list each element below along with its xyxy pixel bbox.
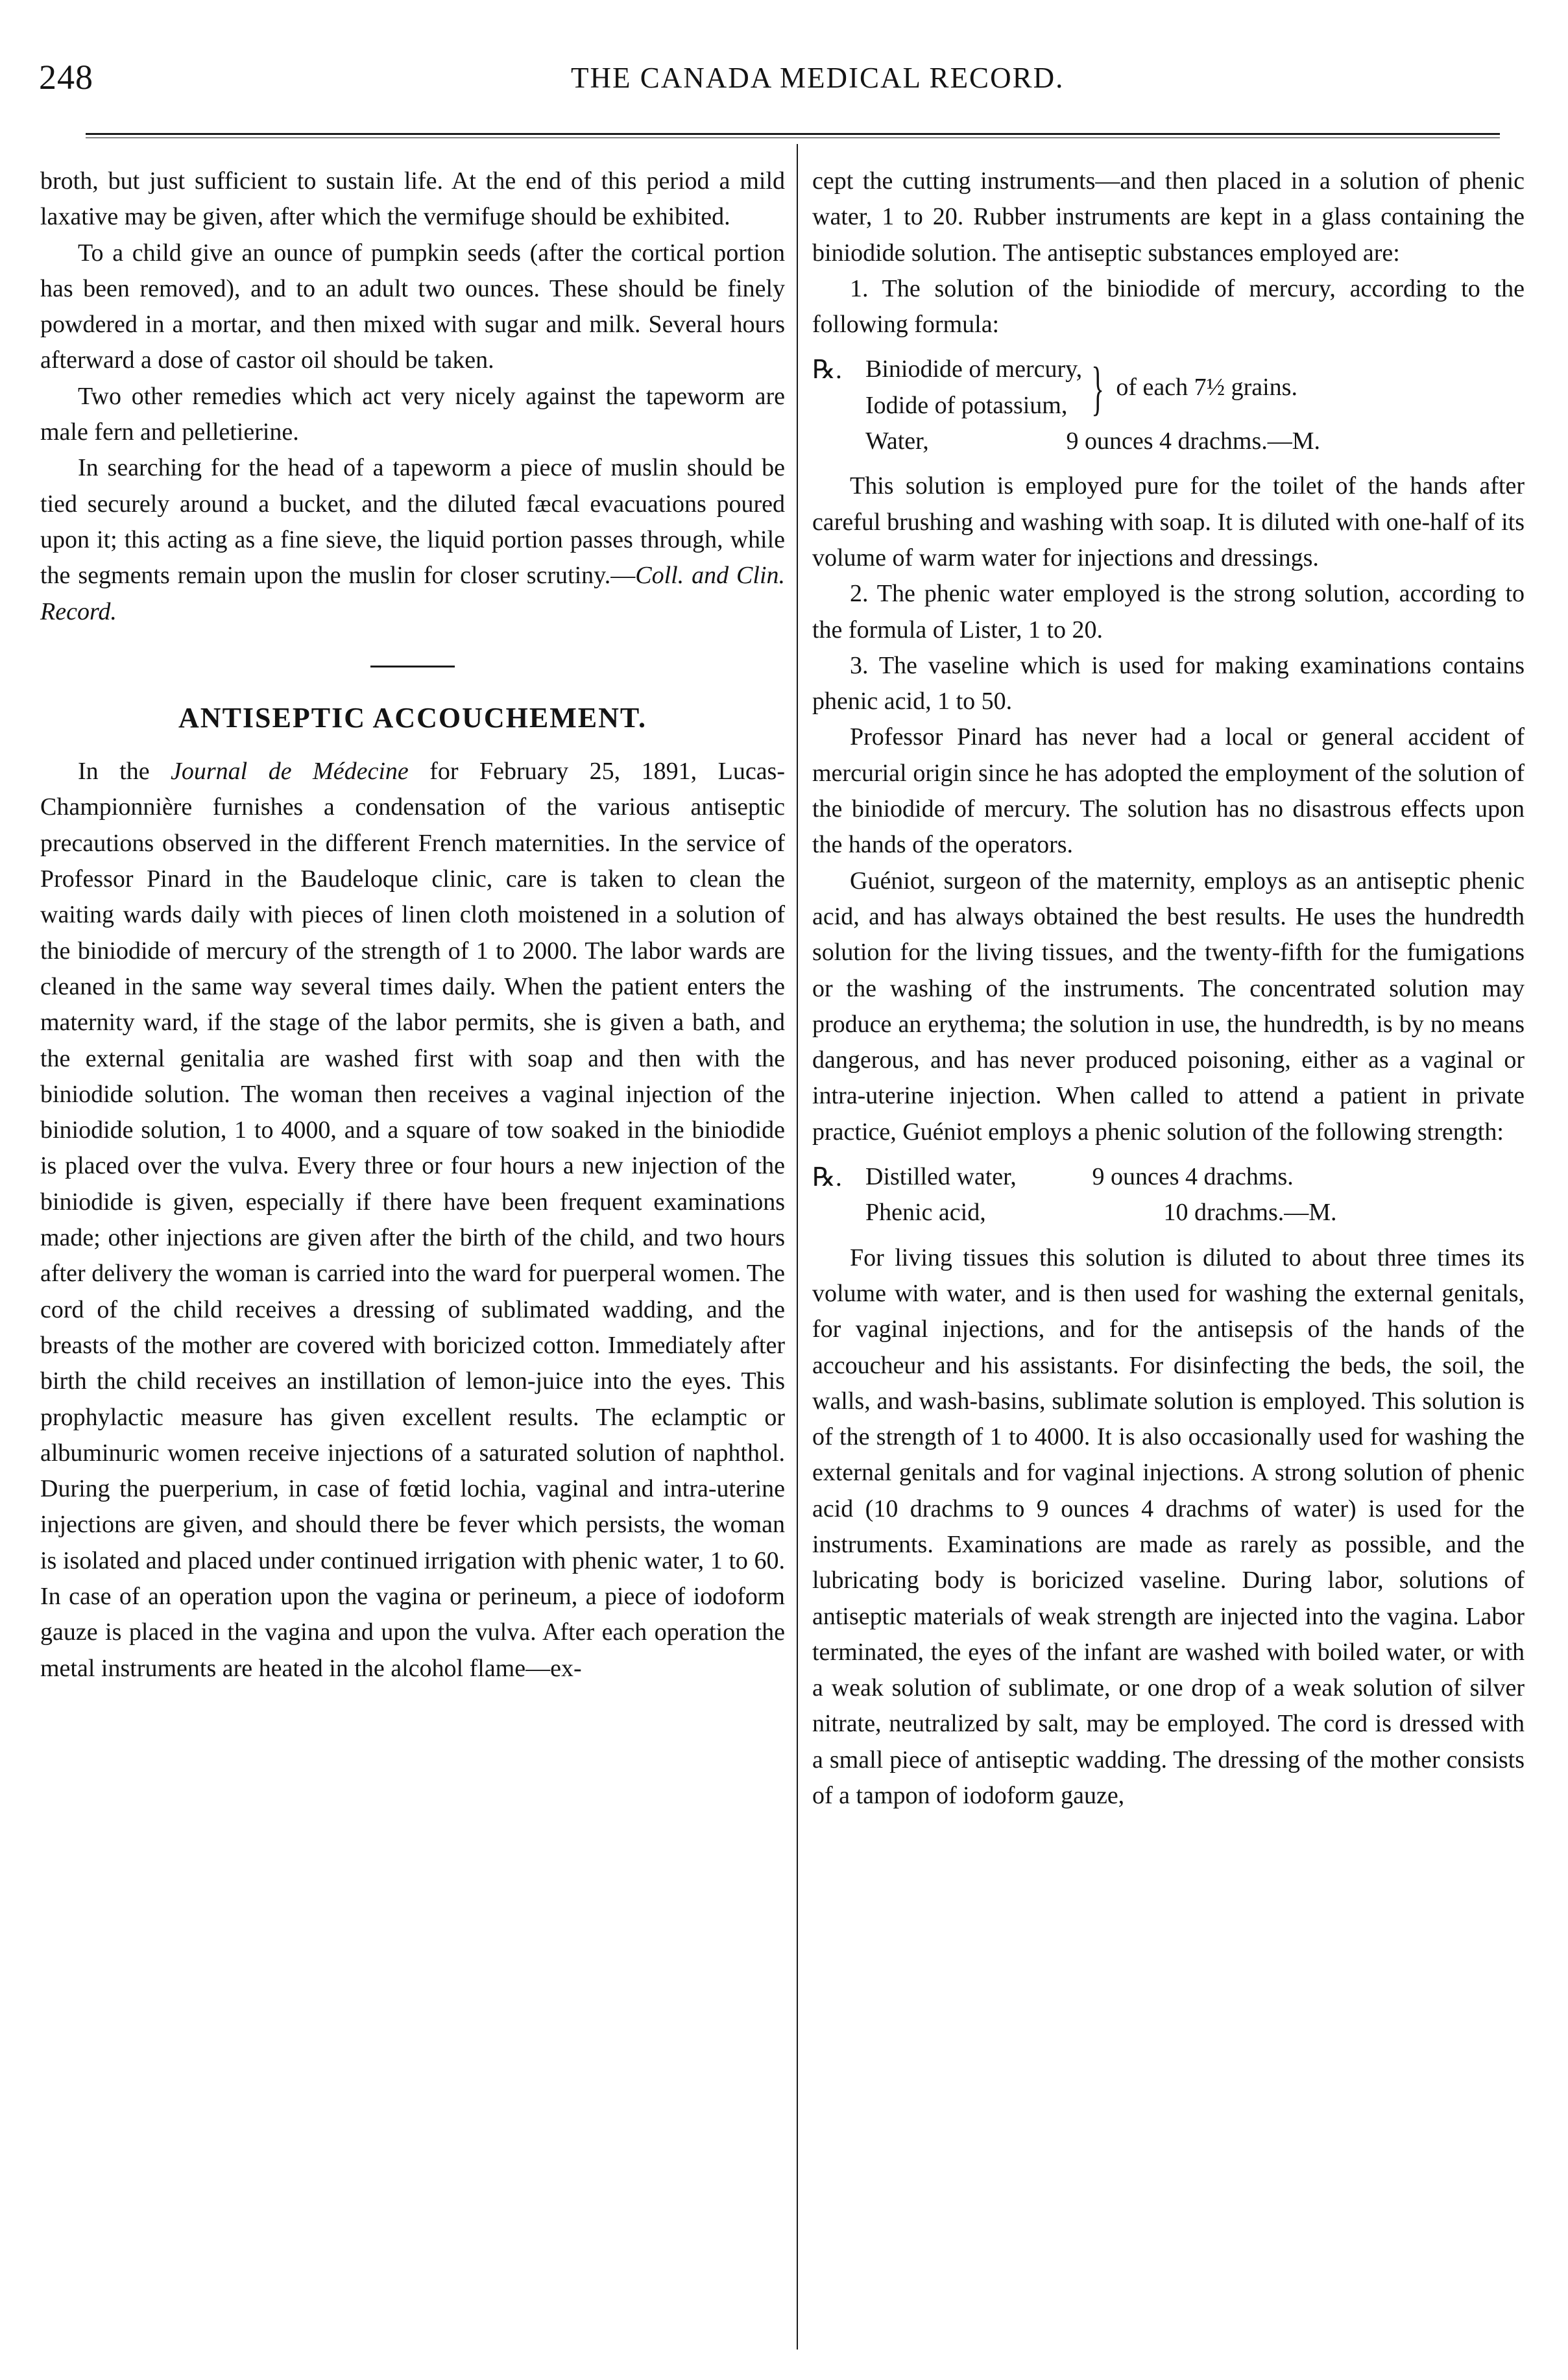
paragraph: This solution is employed pure for the toilet of the hands after careful brushing and washing with soap. It is diluted with one-half of its volume of warm water for injections and dressings.	[812, 472, 1525, 571]
prescription-formula	[812, 1159, 1525, 1231]
quantity: 9 ounces 4 drachms.	[1092, 1163, 1294, 1191]
paragraph: broth, but just sufficient to sustain life. At the end of this period a mild laxative may be given, after which the vermifuge should be exhibited.	[40, 167, 785, 231]
column-divider	[797, 144, 798, 2350]
paragraph	[40, 450, 785, 629]
prescription-items	[865, 1159, 1525, 1231]
recipe-symbol: ℞.	[812, 355, 842, 385]
prescription-grouped-items	[865, 352, 1525, 424]
prescription-formula	[812, 352, 1525, 459]
ingredient: Biniodide of mercury,	[865, 355, 1083, 383]
paragraph: To a child give an ounce of pumpkin seeds (after the cortical portion has been removed), and to an adult two ounces. These should be finely powdered in a mortar, and then mixed with sugar and milk. Several hours afterward a dose of castor oil should be taken.	[40, 239, 785, 374]
page-header	[39, 57, 1512, 102]
ingredient: Iodide of potassium,	[865, 391, 1068, 419]
paragraph-text: In searching for the head of a tapeworm a piece of muslin should be tied securely around a bucket, and the diluted fæcal evacuations poured upon it; this acting as a fine sieve, the liquid portion passes through, while the segments remain upon the muslin for closer scrutiny.—	[40, 454, 785, 590]
paragraph: Guéniot, surgeon of the maternity, employs as an antiseptic phenic acid, and has always obtained the best results. He uses the hundredth solution for the living tissues, and the twenty-fifth for the fumigations or the washing of the instruments. The concentrated solution may produce an erythema; the solution in use, the hundredth, is by no means dangerous, and has never produced poisoning, either as a vaginal or intra-uterine injection. When called to attend a patient in private practice, Guéniot employs a phenic solution of the following strength:	[812, 867, 1525, 1146]
paragraph: cept the cutting instruments—and then placed in a solution of phenic water, 1 to 20. Rubber instruments are kept in a glass containing the biniodide solution. The antiseptic substances employed are:	[812, 167, 1525, 267]
quantity: 10 drachms.—M.	[1163, 1199, 1337, 1227]
quantity: of each 7½ grains.	[1116, 374, 1297, 402]
ingredient: Phenic acid,	[865, 1199, 986, 1227]
paragraph	[40, 754, 785, 1687]
paragraph: Professor Pinard has never had a local or general accident of mercurial origin since he has adopted the employment of the solution of the biniodide of mercury. The solution has no disastrous effects upon the hands of the operators.	[812, 723, 1525, 859]
article-title: ANTISEPTIC ACCOUCHEMENT.	[178, 701, 647, 734]
left-column	[40, 163, 785, 1687]
section-divider	[370, 666, 455, 667]
citation: Coll. and Clin. Record.	[40, 562, 786, 625]
brace-glyph: }	[1091, 354, 1105, 421]
ingredient: Water,	[865, 427, 929, 455]
paragraph-text: for February 25, 1891, Lucas-Championnière furnishes a condensation of the various antiseptic precautions observed in the different French maternities. In the service of Professor Pinard in the Baudeloque clinic, care is taken to clean the waiting wards daily with pieces of linen cloth moistened in a solution of the biniodide of mercury of the strength of 1 to 2000. The labor wards are cleaned in the same way several times daily. When the patient enters the maternity ward, if the stage of the labor permits, she is given a bath, and the external genitalia are washed first with soap and then with the biniodide solution. The woman then receives a vaginal injection of the biniodide solution, 1 to 4000, and a square of tow soaked in the biniodide is placed over the vulva. Every three or four hours a new injection of the biniodide is given, especially if there have been frequent examinations made; other injections are given after the birth of the child, and two hours after delivery the woman is carried into the ward for puerperal women. The cord of the child receives a dressing of sublimated wadding, and the breasts of the mother are covered with boricized cotton. Immediately after birth the child receives an instillation of lemon-juice into the eyes. This prophylactic measure has given excellent results. The eclamptic or albuminuric women receive injections of a saturated solution of naphthol. During the puerperium, in case of fœtid lochia, vaginal and intra-uterine injections are given, and should there be fever which persists, the woman is isolated and placed under continued irrigation with phenic water, 1 to 60. In case of an operation upon the vagina or perineum, a piece of iodoform gauze is placed in the vagina and upon the vulva. After each operation the metal instruments are heated in the alcohol flame—ex-	[40, 758, 785, 1682]
prescription-items	[865, 352, 1525, 459]
paragraph: For living tissues this solution is diluted to about three times its volume with water, and is then used for washing the external genitals, for vaginal injections, and for the antisepsis of the hands of the accoucheur and his assistants. For disinfecting the beds, the soil, the walls, and wash-basins, sublimate solution is employed. This solution is of the strength of 1 to 4000. It is also occasionally used for washing the external genitals and for vaginal injections. A strong solution of phenic acid (10 drachms to 9 ounces 4 drachms of water) is used for the instruments. Examinations are made as rarely as possible, and the lubricating body is boricized vaseline. During labor, solutions of antiseptic materials of weak strength are injected into the vagina. Labor terminated, the eyes of the infant are washed with boiled water, or with a weak solution of sublimate, or one drop of a weak solution of silver nitrate, neutralized by salt, may be employed. The cord is dressed with a small piece of antiseptic wadding. The dressing of the mother consists of a tampon of iodoform gauze,	[812, 1244, 1525, 1810]
prescription-line	[865, 1195, 1525, 1231]
paragraph: 3. The vaseline which is used for making examinations contains phenic acid, 1 to 50.	[812, 651, 1525, 715]
quantity: 9 ounces 4 drachms.—M.	[1066, 427, 1321, 455]
header-rule	[86, 133, 1500, 135]
prescription-line	[865, 1159, 1525, 1195]
ingredient: Distilled water,	[865, 1163, 1017, 1191]
paragraph: 2. The phenic water employed is the strong solution, according to the formula of Lister, 1 to 20.	[812, 580, 1525, 643]
paragraph: 1. The solution of the biniodide of mercury, according to the following formula:	[812, 274, 1525, 339]
paragraph: Two other remedies which act very nicely against the tapeworm are male fern and pelletierine.	[40, 382, 785, 446]
paragraph-text: In the	[78, 758, 171, 786]
prescription-line	[865, 424, 1525, 459]
recipe-symbol: ℞.	[812, 1162, 842, 1192]
brace-group	[865, 352, 1082, 424]
running-head: THE CANADA MEDICAL RECORD.	[571, 62, 1065, 94]
page-number: 248	[39, 58, 93, 97]
journal-name: Journal de Médecine	[171, 758, 409, 786]
right-column	[812, 163, 1525, 1814]
